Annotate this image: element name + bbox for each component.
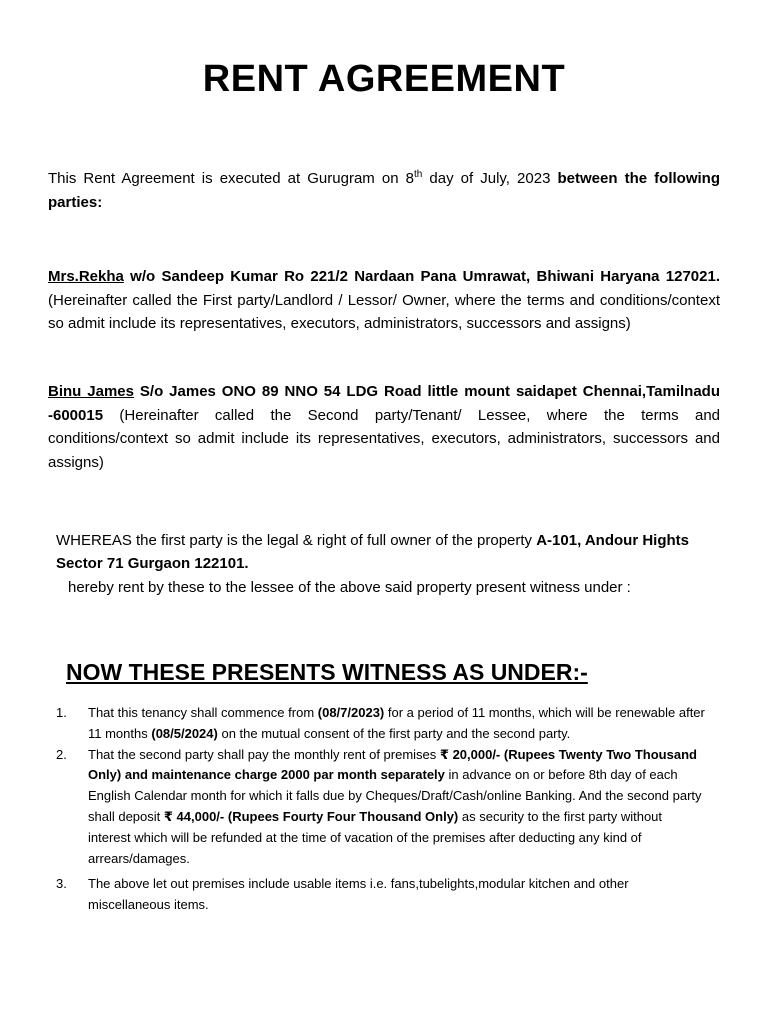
clause-text bbox=[88, 874, 708, 916]
clause-number: 2. bbox=[56, 746, 67, 762]
clause-segment: for a period of 11 months, which will be renewable after 11 months bbox=[88, 705, 705, 741]
clause-segment: That this tenancy shall commence from bbox=[88, 705, 318, 720]
clause-segment: as security to the first party without interest which will be refunded at the time of vacation of the premises after deducting any kind of arrears/damages. bbox=[88, 808, 663, 866]
hereby-line: hereby rent by these to the lessee of the above said property present witness under : bbox=[68, 579, 631, 596]
clause-bold-segment: (08/7/2023) bbox=[317, 705, 385, 720]
clause-number: 3. bbox=[56, 876, 67, 892]
second-party-address: S/o James ONO 89 NNO 54 LDG Road little mount saidapet Chennai,Tamilnadu -600015 bbox=[48, 383, 720, 424]
clause-number: 1. bbox=[56, 705, 67, 720]
clause-list bbox=[48, 703, 708, 916]
clause-bold-segment: (08/5/2024) bbox=[151, 725, 218, 741]
section-heading: NOW THESE PRESENTS WITNESS AS UNDER:- bbox=[66, 659, 588, 685]
clause-segment: on the mutual consent of the first party and the second party. bbox=[217, 725, 571, 741]
clause-segment: in advance on or before 8th day of each English Calendar month for which it falls due by Cheques/Draft/Cash/online Banking. And the second party shall deposit bbox=[88, 767, 702, 824]
clause-item bbox=[48, 703, 708, 745]
clause-item bbox=[48, 745, 708, 870]
property-address: A-101, Andour Hights Sector 71 Gurgaon 122101. bbox=[56, 532, 690, 572]
first-party-address: Sandeep Kumar Ro 221/2 Nardaan Pana Umrawat, Bhiwani Haryana 127021. bbox=[155, 268, 720, 285]
clause-text bbox=[88, 745, 708, 870]
clause-text bbox=[88, 703, 708, 745]
intro-text: This Rent Agreement is executed at Gurugram on 8 bbox=[48, 170, 414, 187]
clause-bold-segment: ₹ 20,000/- (Rupees Twenty Two Thousand Only) and maintenance charge 2000 par month separately bbox=[88, 746, 697, 783]
whereas-paragraph bbox=[56, 529, 720, 575]
document-title: RENT AGREEMENT bbox=[202, 58, 566, 100]
intro-date: day of July, 2023 bbox=[422, 170, 558, 187]
intro-ordinal: th bbox=[413, 169, 423, 180]
first-party-description: (Hereinafter called the First party/Landlord / Lessor/ Owner, where the terms and conditions/context so admit include its representatives, executors, administrators, successors and assigns) bbox=[48, 291, 720, 332]
clause-item bbox=[48, 874, 708, 916]
second-party-description: (Hereinafter called the Second party/Tenant/ Lessee, where the terms and conditions/context so admit include its representatives, executors, administrators, successors and assigns) bbox=[48, 406, 720, 471]
clause-bold-segment: ₹ 44,000/- (Rupees Fourty Four Thousand Only) bbox=[163, 808, 459, 824]
first-party-relation: w/o bbox=[123, 268, 156, 285]
clause-segment: That the second party shall pay the monthly rent of premises bbox=[88, 746, 440, 762]
first-party-paragraph bbox=[48, 265, 720, 336]
clause-segment: The above let out premises include usable items i.e. fans,tubelights,modular kitchen and other miscellaneous items. bbox=[88, 876, 629, 913]
whereas-text: WHEREAS the first party is the legal & right of full owner of the property bbox=[56, 532, 537, 549]
intro-parties: between the following parties: bbox=[48, 170, 720, 211]
first-party-name: Mrs.Rekha bbox=[48, 268, 124, 285]
intro-paragraph bbox=[48, 163, 720, 214]
second-party-paragraph bbox=[48, 380, 720, 474]
second-party-name: Binu James bbox=[48, 383, 134, 400]
